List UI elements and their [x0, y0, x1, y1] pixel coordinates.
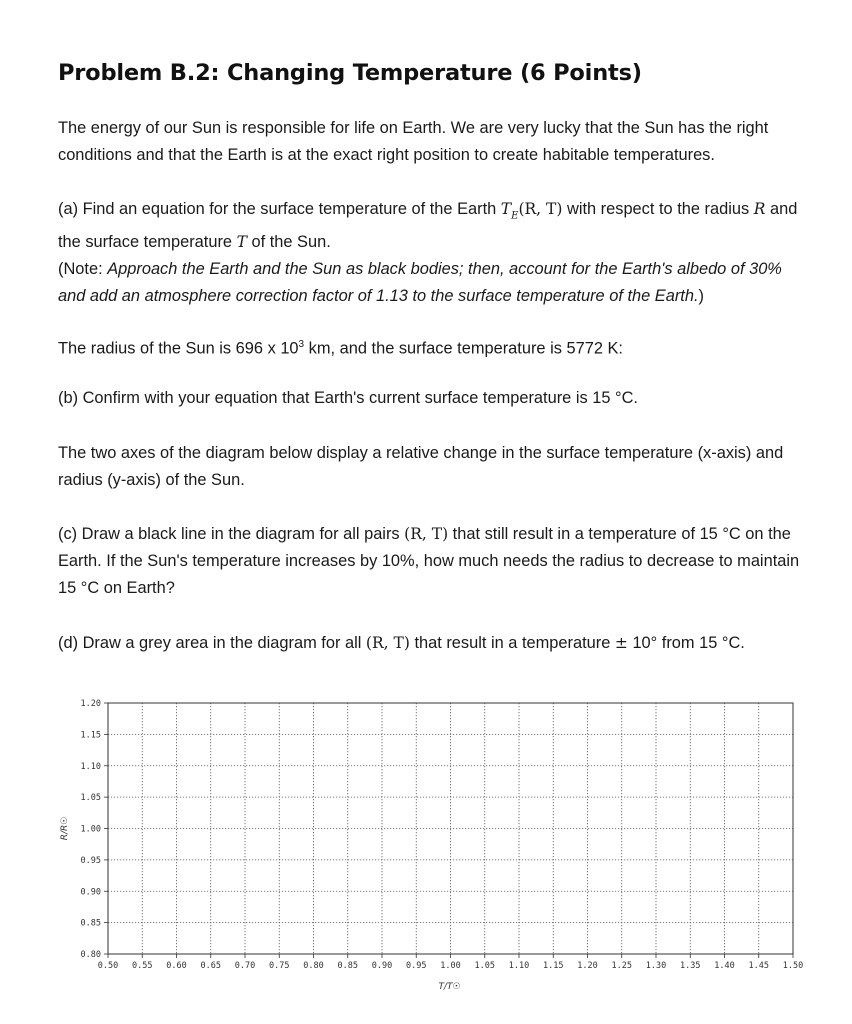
x-tick-label: 1.15 [543, 961, 564, 971]
x-tick-label: 1.25 [611, 961, 632, 971]
intro-paragraph: The energy of our Sun is responsible for life on Earth. We are very lucky that the Sun has the right conditions and that the Earth is at the exact right position to create habitable temperatures. [58, 119, 769, 164]
y-axis-label: R/R☉ [60, 816, 70, 841]
part-a-lead: (a) Find an equation for the surface temperature of the Earth [58, 200, 501, 218]
part-a-paragraph [58, 196, 803, 310]
part-c-lead: (c) Draw a black line in the diagram for all pairs [58, 525, 405, 543]
x-tick-label: 0.85 [337, 961, 358, 971]
x-tick-label: 0.95 [406, 961, 427, 971]
sun-info-pre: The radius of the Sun is 696 x 10 [58, 339, 299, 358]
part-a-tail: of the Sun. [246, 233, 331, 252]
note-open: (Note: [58, 260, 108, 279]
part-d-tail: 10° from 15 °C. [627, 634, 745, 652]
sun-info-post: km, and the surface temperature is 5772 K: [304, 339, 623, 358]
axes-paragraph: The two axes of the diagram below display a relative change in the surface temperature (x-axis) and radius (y-axis) of the Sun. [58, 444, 784, 489]
x-tick-label: 1.05 [474, 961, 495, 971]
note-italic: Approach the Earth and the Sun as black bodies; then, account for the Earth's albedo of 30% and add an atmosphere correction factor of 1.13 to the surface temperature of the Earth. [58, 260, 782, 306]
problem-page [58, 60, 803, 86]
part-b-paragraph: (b) Confirm with your equation that Earth's current surface temperature is 15 °C. [58, 389, 638, 407]
part-c-math: (R, T) [404, 525, 449, 543]
y-tick-label: 0.95 [80, 855, 101, 866]
y-tick-label: 0.80 [80, 950, 101, 960]
part-c-tail: that still result in a temperature of 15 °C on the Earth. If the Sun's temperature increases by 10%, how much needs the radius to decrease to maintain 15 °C on Earth? [58, 525, 800, 597]
y-tick-label: 1.05 [80, 793, 101, 804]
x-tick-label: 0.90 [371, 961, 393, 971]
x-tick-label: 0.50 [97, 961, 119, 971]
x-tick-label: 0.80 [303, 961, 324, 971]
x-tick-label: 0.75 [269, 961, 290, 971]
part-d-lead: (d) Draw a grey area in the diagram for all [58, 634, 366, 652]
part-d-mid: that result in a temperature [409, 634, 615, 652]
x-tick-label: 1.20 [577, 961, 598, 971]
x-tick-label: 1.35 [680, 961, 701, 971]
part-d-pm: ± [614, 634, 628, 652]
math-t: T [236, 233, 247, 252]
answer-diagram[interactable] [56, 690, 806, 1000]
x-tick-label: 1.40 [714, 961, 735, 971]
x-tick-label: 1.10 [508, 961, 530, 971]
x-axis-label: T/T☉ [438, 982, 461, 992]
part-d-paragraph [58, 630, 803, 657]
x-tick-label: 1.30 [645, 961, 667, 971]
y-tick-label: 1.15 [80, 730, 101, 741]
y-tick-label: 0.90 [80, 887, 101, 898]
y-tick-label: 0.85 [80, 918, 101, 929]
part-a-mid2: and the surface temperature [58, 200, 798, 252]
x-tick-label: 0.60 [166, 961, 187, 971]
x-tick-label: 0.65 [200, 961, 221, 971]
part-d-math: (R, T) [365, 634, 410, 652]
part-c-paragraph [58, 521, 803, 602]
x-tick-label: 0.70 [234, 961, 256, 971]
y-tick-label: 1.00 [80, 824, 101, 835]
math-te-sub: E [511, 210, 519, 222]
math-r: R [753, 200, 766, 218]
x-tick-label: 1.50 [782, 961, 804, 971]
problem-title: Problem B.2: Changing Temperature (6 Points) [58, 60, 642, 86]
part-a-mid: with respect to the radius [562, 200, 754, 218]
x-tick-label: 0.55 [132, 961, 153, 971]
x-tick-label: 1.45 [748, 961, 769, 971]
y-tick-label: 1.10 [80, 761, 101, 772]
sun-info-paragraph [58, 331, 803, 362]
math-te: T [500, 200, 512, 218]
math-te-args: (R, T) [518, 200, 563, 218]
note-close: ) [698, 287, 704, 306]
sun-info-exp: 3 [298, 339, 305, 350]
y-tick-label: 1.20 [80, 699, 101, 709]
x-tick-label: 1.00 [440, 961, 461, 971]
